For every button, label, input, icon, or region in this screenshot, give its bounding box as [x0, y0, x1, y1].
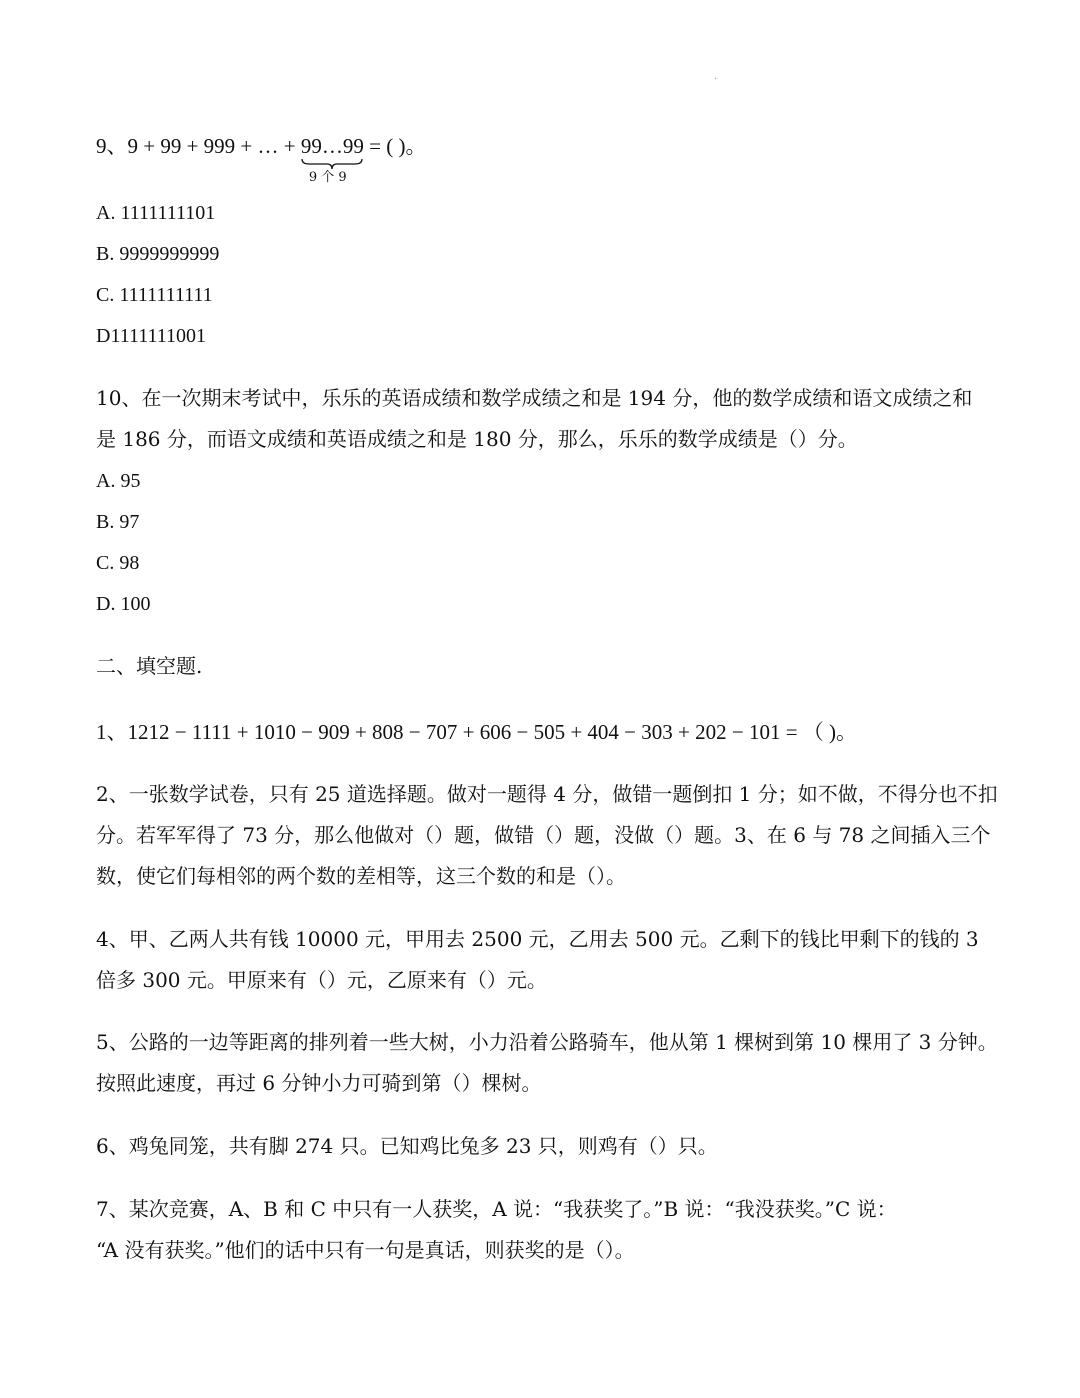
underbrace-term-text: 99…99 — [300, 134, 364, 158]
fill-question-2-line-3: 数，使它们每相邻的两个数的差相等，这三个数的和是（）。 — [96, 864, 626, 888]
fill-question-1: 1、1212 − 1111 + 1010 − 909 + 808 − 707 + 606 − 505 + 404 − 303 + 202 − 101 = （ )。 — [96, 720, 858, 744]
question-9-underbrace-term — [300, 132, 364, 185]
underbrace-label: 9 个 9 — [308, 170, 347, 185]
question-10-option-d: D. 100 — [96, 593, 151, 615]
underbrace-icon — [301, 158, 363, 170]
question-9-option-a: A. 1111111101 — [96, 202, 216, 224]
fill-question-7-line-2: “A 没有获奖。”他们的话中只有一句是真话，则获奖的是（）。 — [96, 1238, 635, 1262]
fill-question-5-line-1: 5、公路的一边等距离的排列着一些大树，小力沿着公路骑车，他从第 1 棵树到第 10 棵用了 3 分钟。 — [96, 1030, 998, 1054]
fill-question-6: 6、鸡兔同笼，共有脚 274 只。已知鸡比兔多 23 只，则鸡有（）只。 — [96, 1134, 718, 1158]
question-10-option-c: C. 98 — [96, 552, 140, 574]
question-10-option-a: A. 95 — [96, 470, 141, 492]
fill-question-2-line-1: 2、一张数学试卷，只有 25 道选择题。做对一题得 4 分，做错一题倒扣 1 分；如不做，不得分也不扣 — [96, 782, 998, 806]
fill-question-2-line-2: 分。若军军得了 73 分，那么他做对（）题，做错（）题，没做（）题。3、在 6 与 78 之间插入三个 — [96, 823, 991, 847]
question-10-line-2: 是 186 分，而语文成绩和英语成绩之和是 180 分，那么，乐乐的数学成绩是（）分。 — [96, 427, 858, 451]
scan-dot: · — [714, 74, 718, 85]
fill-question-4-line-2: 倍多 300 元。甲原来有（）元，乙原来有（）元。 — [96, 968, 547, 992]
question-9-option-d: D1111111001 — [96, 325, 206, 347]
question-9-option-b: B. 9999999999 — [96, 243, 220, 265]
question-9-option-c: C. 1111111111 — [96, 284, 213, 306]
question-10-line-1: 10、在一次期末考试中，乐乐的英语成绩和数学成绩之和是 194 分，他的数学成绩和语文成绩之和 — [96, 386, 973, 410]
fill-question-4-line-1: 4、甲、乙两人共有钱 10000 元，甲用去 2500 元，乙用去 500 元。乙剩下的钱比甲剩下的钱的 3 — [96, 927, 979, 951]
section-2-title: 二、填空题. — [96, 654, 203, 678]
question-10-option-b: B. 97 — [96, 511, 140, 533]
question-9-suffix: = ( )。 — [363, 134, 427, 158]
fill-question-5-line-2: 按照此速度，再过 6 分钟小力可骑到第（）棵树。 — [96, 1071, 542, 1095]
fill-question-7-line-1: 7、某次竞赛，A、B 和 C 中只有一人获奖，A 说：“我获奖了。”B 说：“我没获奖。”C 说： — [96, 1197, 897, 1221]
question-9-prefix: 9、9 + 99 + 999 + … + — [96, 134, 301, 158]
question-9-equation — [96, 132, 427, 185]
